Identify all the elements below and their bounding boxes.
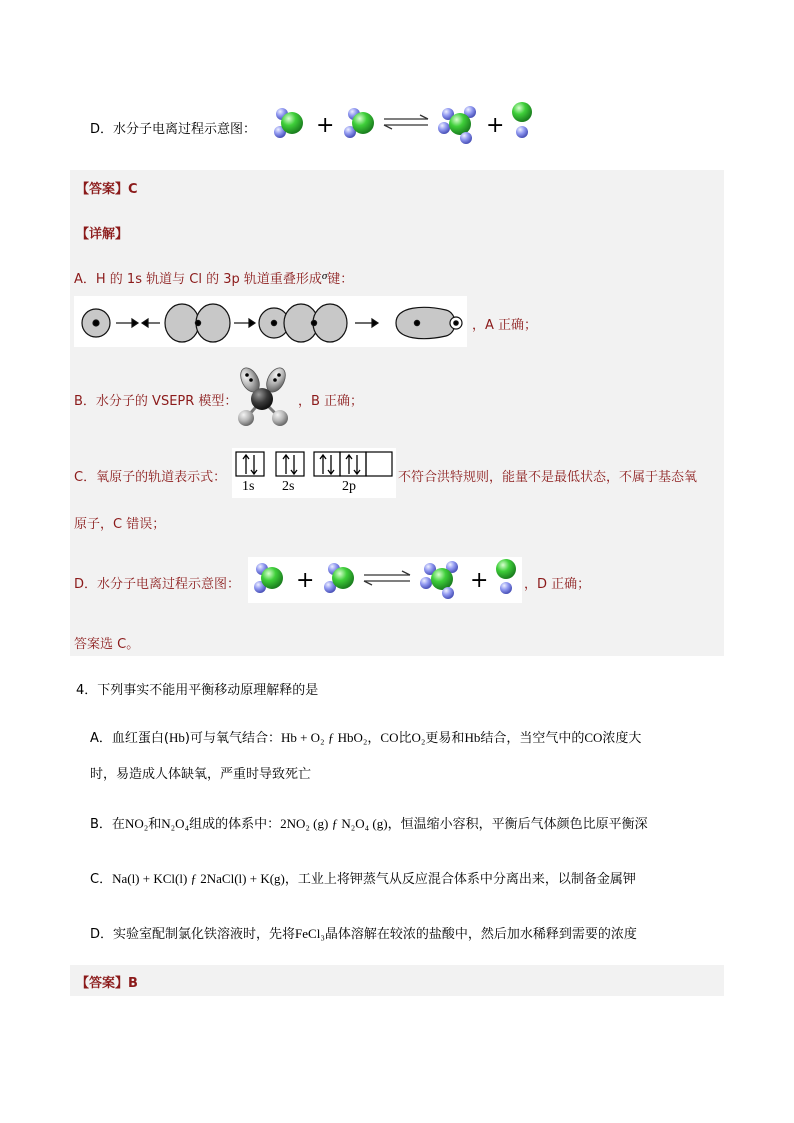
svg-text:+: +: [470, 568, 489, 593]
hydroxide-icon: [496, 559, 516, 594]
answer-value-2: B: [128, 976, 138, 991]
option-text: 水分子电离过程示意图：: [113, 122, 257, 137]
electron-spin-arrows: [243, 455, 360, 474]
q4-a-hb: Hb: [168, 730, 185, 745]
q4-option-d: [90, 923, 637, 942]
q4-a-text-2: )可与氧气结合：: [184, 731, 281, 746]
answer-bracket: 【答案】: [76, 182, 129, 197]
detail-c-cont: 原子，C 错误；: [74, 517, 166, 532]
q4-a-equation: Hb + O₂ ƒ HbO₂: [280, 730, 368, 745]
svg-text:+: +: [296, 568, 315, 593]
q4-option-a: [90, 727, 641, 746]
sigma-symbol: σ: [321, 270, 328, 282]
q4-a-text-3: ，: [367, 731, 381, 746]
hydronium-icon: [438, 106, 476, 144]
q4-option-a-cont: 时，易造成人体缺氧，严重时导致死亡: [90, 767, 312, 782]
answer-line: [76, 178, 138, 197]
q4-a-o2: O₂: [411, 730, 426, 745]
orbital-label-2s: 2s: [282, 479, 295, 494]
answer-band-2: [70, 965, 724, 996]
orbital-overlap-diagram: [74, 296, 467, 347]
q4-a-text-6: 结合，当空气中的: [480, 731, 585, 746]
q4-a-hb-2: Hb: [464, 730, 481, 745]
q4-b-text-3: 组成的体系中：: [189, 817, 281, 832]
detail-c-text: C．氧原子的轨道表示式：: [74, 470, 227, 485]
vsepr-model-image: [228, 364, 296, 430]
q4-c-equation: Na(l) + KCl(l) ƒ 2NaCl(l) + K(g): [112, 871, 285, 886]
option-label: D．: [90, 122, 114, 137]
answer-bracket-2: 【答案】: [76, 976, 129, 991]
detail-c-post: 不符合洪特规则，能量不是最低状态，不属于基态氧: [398, 470, 698, 485]
ionization-diagram-detail: [248, 557, 522, 603]
q4-a-text-7: 浓度大: [602, 731, 642, 746]
detail-b-result: ，B 正确；: [298, 394, 364, 409]
water-molecule-icon: [324, 563, 354, 593]
q4-b-equation: 2NO₂ (g) ƒ N₂O₄ (g): [280, 816, 388, 831]
option-a-label: A．: [90, 731, 112, 746]
orbital-label-2p: 2p: [342, 479, 356, 494]
orbital-box-diagram: [232, 448, 396, 498]
option-c-label: C．: [90, 872, 113, 887]
svg-text:+: +: [486, 113, 505, 138]
detail-a-text: [74, 268, 353, 287]
q4-option-c: [90, 868, 636, 887]
detail-a-result: ，A 正确；: [472, 318, 538, 333]
q4-d-text-1: 实验室配制氯化铁溶液时，先将: [113, 927, 296, 942]
q4-a-text-5: 更易和: [425, 731, 465, 746]
detail-d-result: ，D 正确；: [524, 577, 591, 592]
q4-b-n2o4: N₂O₄: [161, 816, 190, 831]
q4-d-fecl3: FeCl₃: [295, 926, 325, 941]
answer-line-2: [76, 972, 138, 991]
q4-a-co-2: CO: [584, 730, 603, 745]
vsepr-model-icon: [237, 365, 289, 426]
q4-a-text-1: 血红蛋白(: [111, 731, 169, 746]
detail-header: 【详解】: [76, 227, 129, 242]
detail-a-post: 键：: [327, 272, 354, 287]
q4-d-text-2: 晶体溶解在较浓的盐酸中，然后加水稀释到需要的浓度: [324, 927, 637, 942]
q4-b-no2: NO₂: [124, 816, 149, 831]
detail-b-text: B．水分子的 VSEPR 模型：: [74, 394, 238, 409]
q4-option-b: [90, 813, 648, 832]
q4-b-text-4: ，恒温缩小容积，平衡后气体颜色比原平衡深: [387, 817, 648, 832]
hydroxide-icon: [512, 102, 532, 138]
prev-option-d: [90, 118, 256, 137]
equilibrium-arrow-icon: [364, 571, 410, 585]
option-d-label: D．: [90, 927, 114, 942]
answer-value: C: [128, 182, 138, 197]
q4-a-co: CO: [380, 730, 399, 745]
water-molecule-icon: [344, 108, 374, 138]
q4-b-text-1: 在: [111, 817, 125, 832]
q4-c-text-1: ，工业上将钾蒸气从反应混合体系中分离出来，以制备金属钾: [284, 872, 636, 887]
q4-a-text-4: 比: [398, 731, 412, 746]
water-molecule-icon: [274, 108, 303, 138]
hydronium-icon: [420, 561, 458, 599]
orbital-label-1s: 1s: [242, 479, 255, 494]
water-molecule-icon: [254, 563, 283, 593]
question-4-stem: 4．下列事实不能用平衡移动原理解释的是: [76, 683, 319, 698]
detail-d-text: D．水分子电离过程示意图：: [74, 577, 241, 592]
q4-b-text-2: 和: [148, 817, 162, 832]
detail-a-pre: A．H 的 1s 轨道与 Cl 的 3p 轨道重叠形成: [74, 272, 322, 287]
option-b-label: B．: [90, 817, 112, 832]
detail-conclusion: 答案选 C。: [74, 637, 140, 652]
svg-text:+: +: [316, 113, 335, 138]
equilibrium-arrow-icon: [384, 115, 428, 129]
ionization-diagram-top: [270, 102, 540, 148]
